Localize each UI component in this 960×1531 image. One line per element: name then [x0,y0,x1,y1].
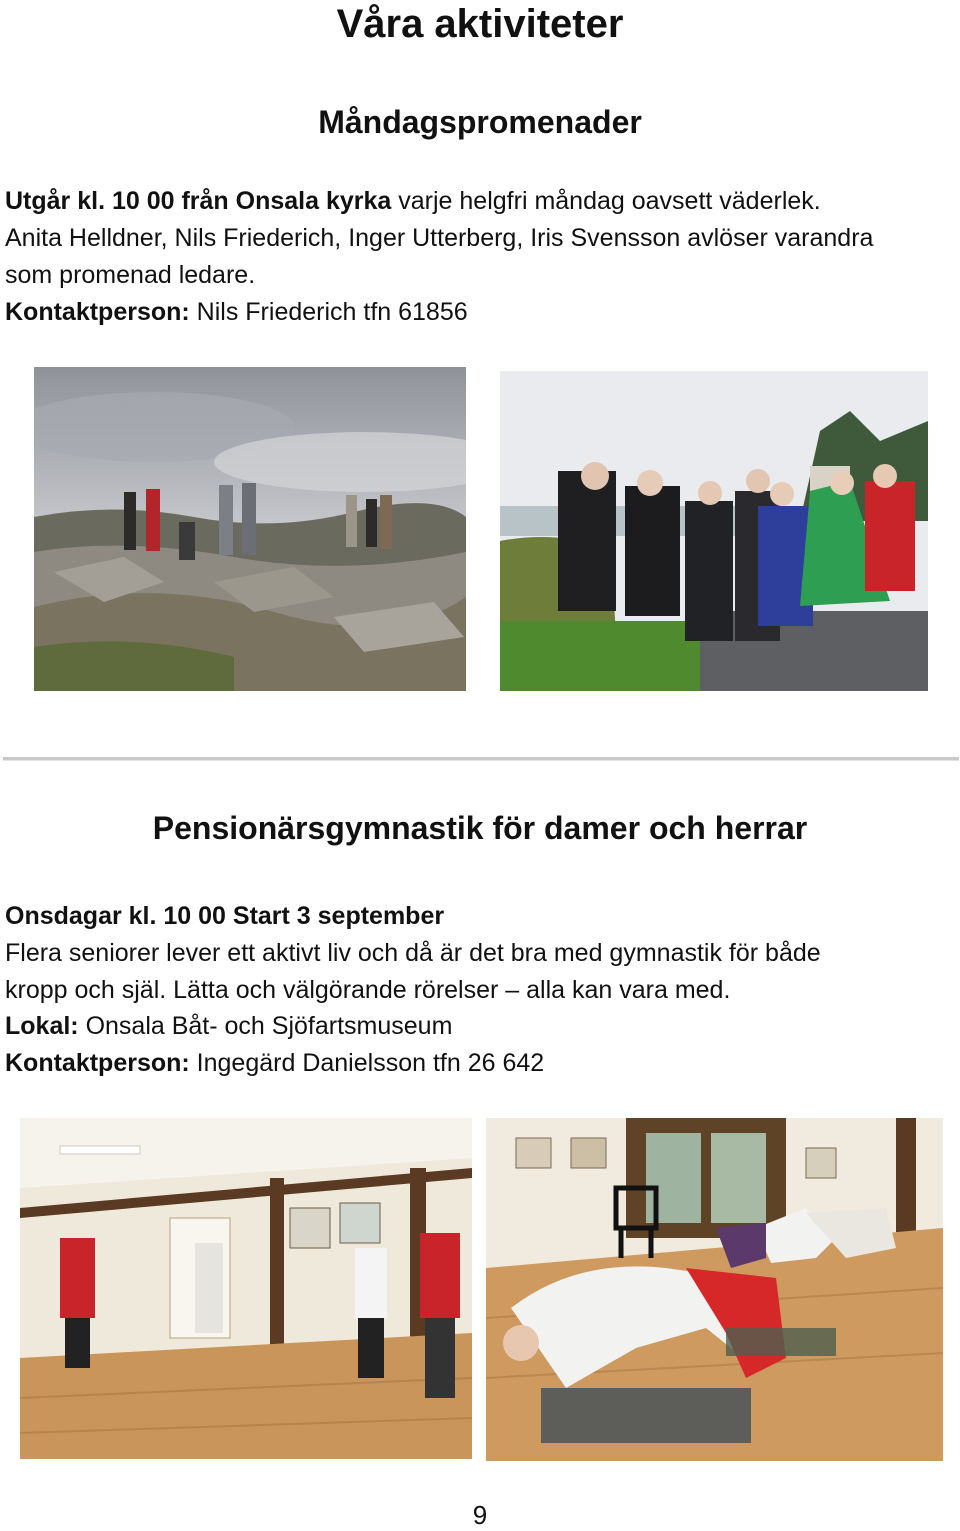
gym-description-line-2: kropp och själ. Lätta och välgörande rörelser – alla kan vara med. [5,976,731,1004]
section-divider [3,757,959,761]
gym-schedule-line [5,898,955,935]
walks-meeting-text: varje helgfri måndag oavsett väderlek. [391,187,821,215]
gym-contact-label: Kontaktperson: [5,1049,190,1077]
gym-location-line [5,1008,955,1045]
photo-gymnastics-floor [486,1118,943,1461]
page-title: Våra aktiviteter [336,2,624,46]
gym-contact-line [5,1045,955,1082]
walks-leaders-line-2: som promenad ledare. [5,261,256,289]
photo-walkers-in-rain [500,371,928,691]
walks-meeting-bold: Utgår kl. 10 00 från Onsala kyrka [5,187,392,215]
walks-meeting-line [5,183,955,220]
gym-location-text: Onsala Båt- och Sjöfartsmuseum [78,1012,453,1040]
gym-schedule-bold: Onsdagar kl. 10 00 Start 3 september [5,902,445,930]
gym-contact-text: Ingegärd Danielsson tfn 26 642 [189,1049,545,1077]
walks-contact-text: Nils Friederich tfn 61856 [189,298,468,326]
gym-location-label: Lokal: [5,1012,79,1040]
walks-contact-label: Kontaktperson: [5,298,190,326]
page-number: 9 [472,1500,488,1530]
photo-walkers-on-rocks [34,367,466,691]
section-heading-gymnastics: Pensionärsgymnastik för damer och herrar [152,810,808,846]
photo-gymnastics-standing [20,1118,472,1459]
section-heading-walks: Måndagspromenader [318,104,642,140]
gym-description-line-1: Flera seniorer lever ett aktivt liv och då är det bra med gymnastik för både [5,939,821,967]
walks-contact-line [5,294,955,331]
walks-leaders-line: Anita Helldner, Nils Friederich, Inger Utterberg, Iris Svensson avlöser varandra [5,224,874,252]
